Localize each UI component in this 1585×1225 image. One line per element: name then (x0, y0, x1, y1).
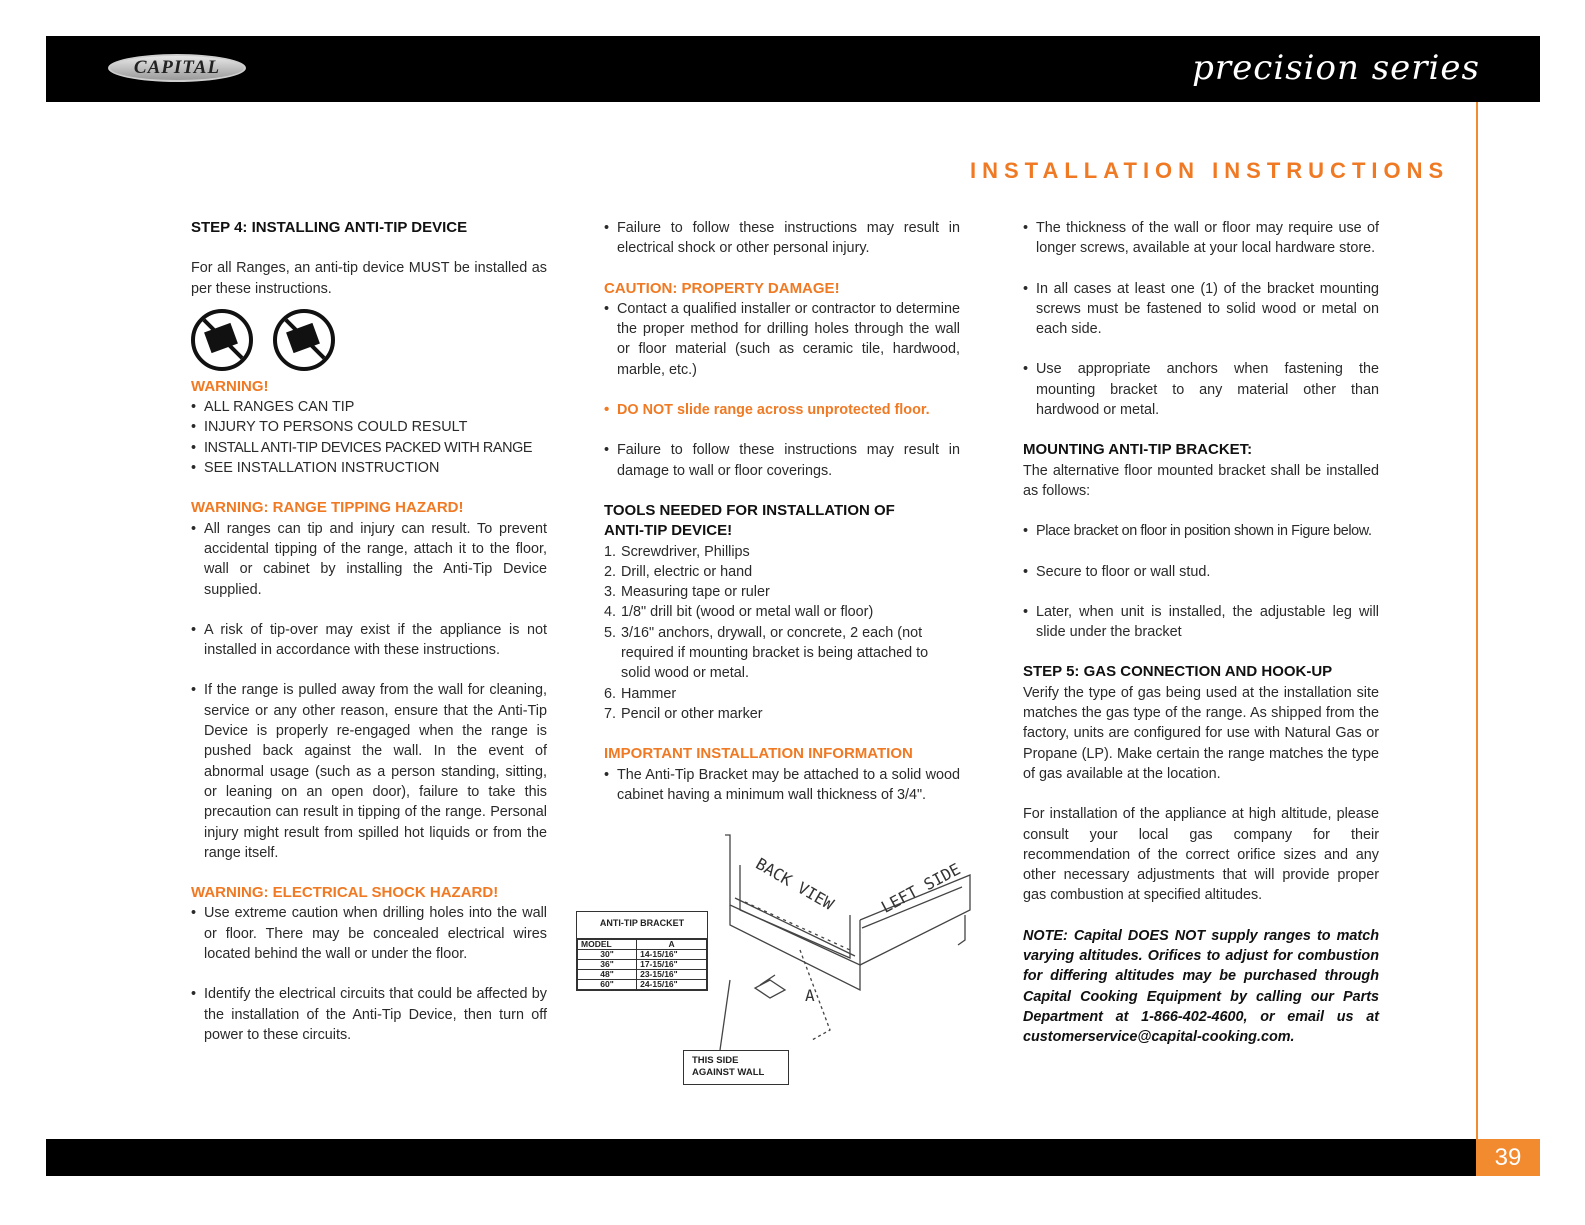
tools-title: TOOLS NEEDED FOR INSTALLATION OF ANTI-TIP DEVICE! (604, 501, 895, 540)
step4-intro: For all Ranges, an anti-tip device MUST be installed as per these instructions. (191, 260, 547, 297)
accent-divider (1476, 102, 1478, 1149)
table-caption: ANTI-TIP BRACKET (577, 912, 707, 939)
list-item: • Place bracket on floor in position shown in Figure below. (1023, 523, 1372, 540)
list-item: • INJURY TO PERSONS COULD RESULT (191, 419, 468, 436)
left-side-label: LEFT SIDE (878, 859, 964, 917)
tool-item: 1. Screwdriver, Phillips (604, 543, 750, 560)
footer-bar (46, 1139, 1540, 1176)
warning-icons (191, 309, 547, 371)
table-row: 60" 24-15/16" (578, 980, 707, 990)
table-row: 48" 23-15/16" (578, 970, 707, 980)
list-item: • Failure to follow these instructions may result in damage to wall or floor coverings. (604, 442, 960, 479)
mounting-intro: The alternative floor mounted bracket shall be installed as follows: (1023, 462, 1379, 499)
warning-title: WARNING! (191, 377, 269, 395)
list-item: • Later, when unit is installed, the adjustable leg will slide under the bracket (1023, 603, 1379, 641)
series-title: precision series (1192, 48, 1480, 88)
anti-tip-bracket-table (576, 911, 708, 991)
list-item: • Use extreme caution when drilling holes into the wall or floor. There may be concealed electrical wires located behind the wall or under the floor. (191, 905, 547, 963)
list-item: • In all cases at least one (1) of the bracket mounting screws must be fastened to solid wood or metal on each side. (1023, 280, 1379, 338)
step5-paragraph-1: Verify the type of gas being used at the installation site matches the gas type of the range. As shipped from the factory, units are configured for use with Natural Gas or Propane (LP). Make certain the range matches the type of gas available at the location. (1023, 684, 1379, 782)
step5-paragraph-2: For installation of the appliance at high altitude, please consult your local gas company for their recommendation of the correct orifice sizes and any other necessary adjustments that will provide proper gas combustion at specified altitudes. (1023, 806, 1379, 904)
table-row: 30" 14-15/16" (578, 950, 707, 960)
important-title: IMPORTANT INSTALLATION INFORMATION (604, 745, 913, 763)
no-climb-icon (273, 309, 335, 371)
list-item: • A risk of tip-over may exist if the appliance is not installed in accordance with these instructions. (191, 621, 547, 659)
tool-item: 4. 1/8" drill bit (wood or metal wall or floor) (604, 604, 874, 621)
page-number: 39 (1476, 1139, 1540, 1176)
page-heading: INSTALLATION INSTRUCTIONS (970, 158, 1450, 183)
list-item: • Contact a qualified installer or contractor to determine the proper method for drilling holes through the wall or floor material (such as ceramic tile, hardwood, marble, etc.) (604, 300, 960, 378)
column-header-a: A (637, 940, 707, 950)
tool-item: 2. Drill, electric or hand (604, 563, 753, 580)
list-item: • SEE INSTALLATION INSTRUCTION (191, 460, 440, 477)
this-side-against-wall-label: THIS SIDE AGAINST WALL (683, 1050, 789, 1085)
list-item: • Identify the electrical circuits that could be affected by the installation of the Anti-Tip Device, then turn off power to these circuits. (191, 986, 547, 1043)
list-item: • The thickness of the wall or floor may require use of longer screws, available at your local hardware store. (1023, 220, 1379, 257)
column-header-model: MODEL (578, 940, 637, 950)
shock-warning-title: WARNING: ELECTRICAL SHOCK HAZARD! (191, 884, 499, 902)
tool-item: 7. Pencil or other marker (604, 705, 763, 722)
tool-item: 3. Measuring tape or ruler (604, 584, 770, 601)
do-not-slide-warning: • DO NOT slide range across unprotected floor. (604, 401, 930, 419)
list-item: • The Anti-Tip Bracket may be attached to a solid wood cabinet having a minimum wall thickness of 3/4". (604, 766, 960, 803)
list-item: • Secure to floor or wall stud. (1023, 563, 1211, 580)
column-1 (191, 218, 547, 1045)
list-item: • Use appropriate anchors when fastening the mounting bracket to any material other than hardwood or metal. (1023, 361, 1379, 419)
tool-item: 5. 3/16" anchors, drywall, or concrete, 2 each (not required if mounting bracket is being attached to solid wood or metal. (604, 624, 929, 682)
tipping-warning-title: WARNING: RANGE TIPPING HAZARD! (191, 499, 464, 517)
step4-title: STEP 4: INSTALLING ANTI-TIP DEVICE (191, 219, 468, 236)
list-item: • ALL RANGES CAN TIP (191, 399, 355, 416)
list-item: • INSTALL ANTI-TIP DEVICES PACKED WITH RANGE (191, 439, 533, 456)
dimension-label: A (805, 986, 815, 1005)
list-item: • If the range is pulled away from the wall for cleaning, service or any other reason, ensure that the Anti-Tip Device is properly re-engaged when the range is pushed back against the wall. In the event of abnormal usage (such as a person standing, sitting, or leaning on an open door), failure to take this precaution can result in tipping of the range. Personal injury might result from spilled hot liquids or from the range itself. (191, 682, 547, 861)
no-tip-icon (191, 309, 253, 371)
table-row: 36" 17-15/16" (578, 960, 707, 970)
caution-title: CAUTION: PROPERTY DAMAGE! (604, 279, 840, 297)
altitude-note: NOTE: Capital DOES NOT supply ranges to match varying altitudes. Orifices to adjust for combustion for differing altitudes may be purchased through Capital Cooking Equipment by calling our Parts Department at 1-866-402-4600, or email us at customerservice@capital-cooking.com. (1023, 927, 1379, 1046)
back-view-label: BACK VIEW (752, 854, 838, 914)
column-3 (1023, 218, 1379, 1048)
capital-logo: CAPITAL (108, 54, 246, 82)
list-item: • All ranges can tip and injury can result. To prevent accidental tipping of the range, attach it to the floor, wall or cabinet by installing the Anti-Tip Device supplied. (191, 520, 547, 598)
tool-item: 6. Hammer (604, 685, 677, 702)
mounting-title: MOUNTING ANTI-TIP BRACKET: (1023, 441, 1253, 459)
step5-title: STEP 5: GAS CONNECTION AND HOOK-UP (1023, 663, 1333, 681)
list-item: • Failure to follow these instructions may result in electrical shock or other personal injury. (604, 220, 960, 257)
column-2 (604, 218, 960, 805)
header-bar (46, 36, 1540, 102)
